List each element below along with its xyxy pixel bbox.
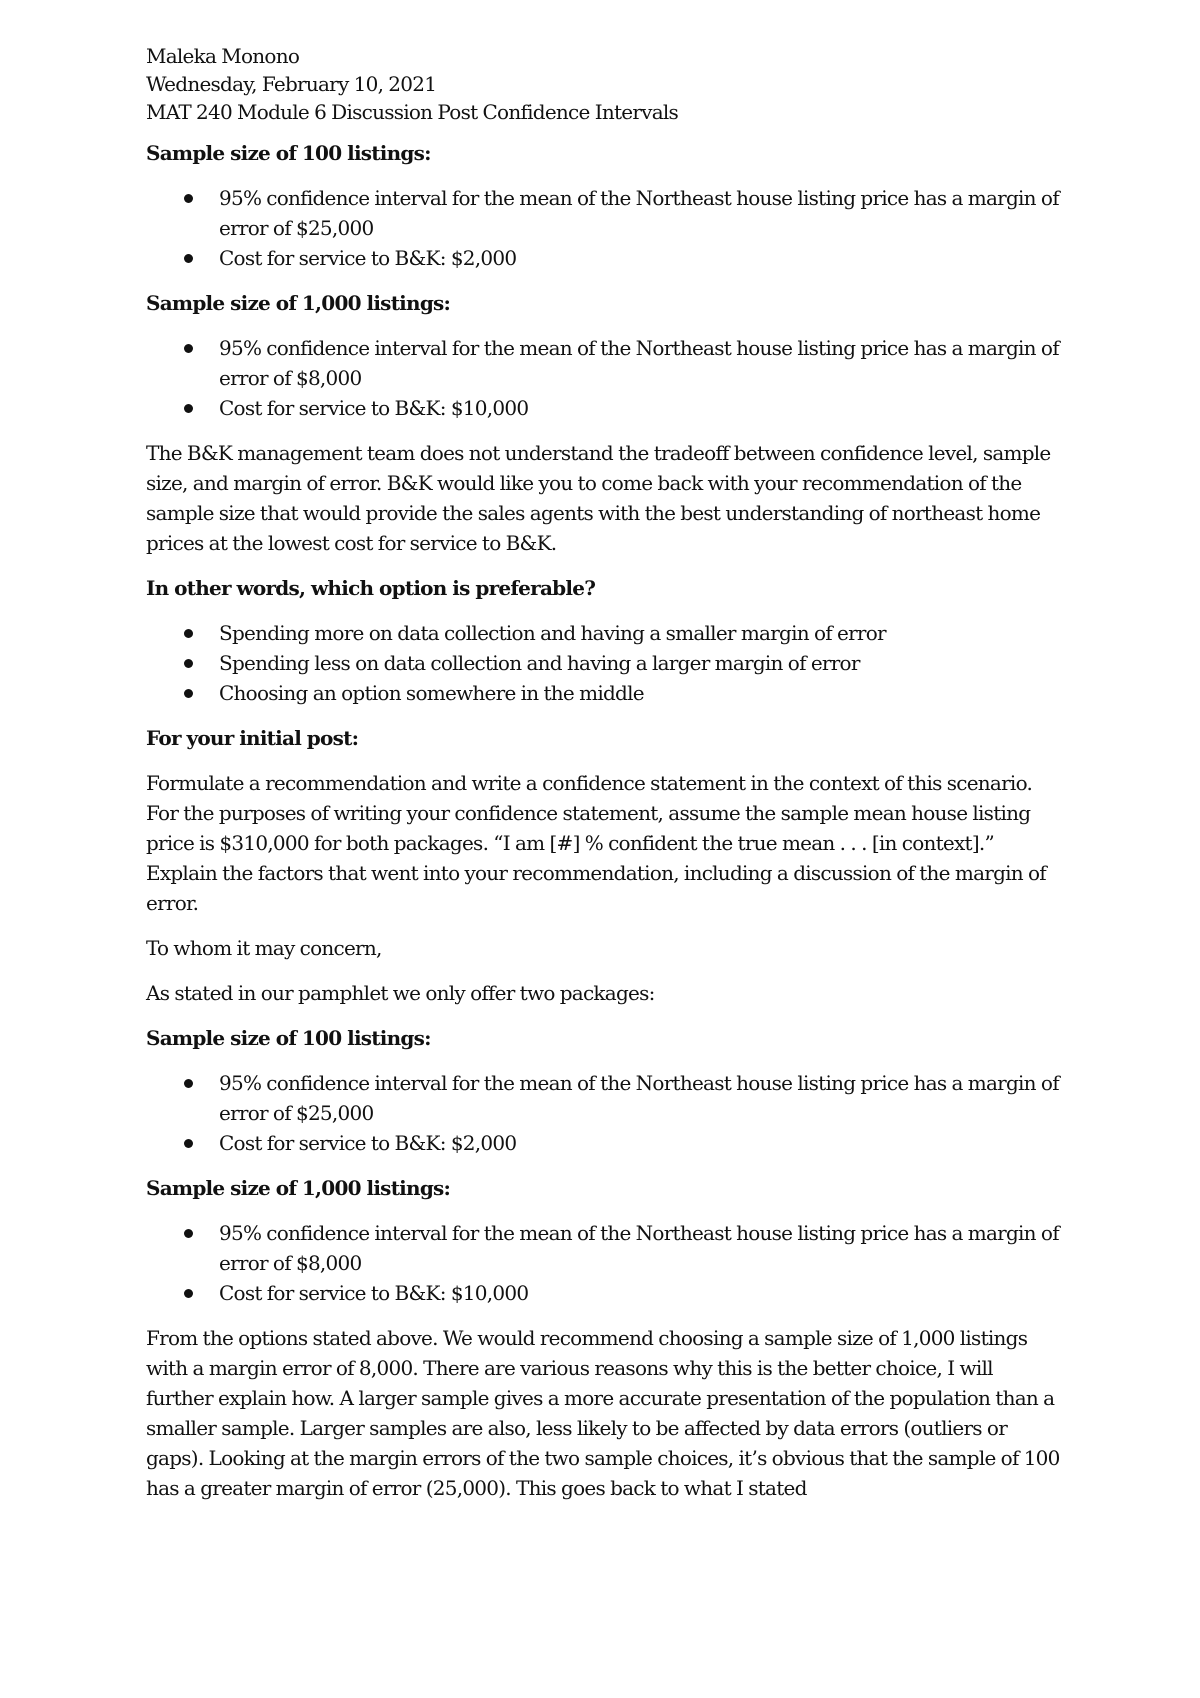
list-item — [146, 1218, 1064, 1278]
conclusion-paragraph: From the options stated above. We would recommend choosing a sample size of 1,000 listings with a margin error of 8,000. There are various reasons why this is the better choice, I will further explain how. A larger sample gives a more accurate presentation of the population than a smaller sample. Larger samples are also, less likely to be affected by data errors (outliers or gaps). Looking at the margin errors of the two sample choices, it’s obvious that the sample of 100 has a greater margin of error (25,000). This goes back to what I stated — [146, 1326, 1060, 1500]
initial-post-paragraph: Formulate a recommendation and write a confidence statement in the context of this scenario. For the purposes of writing your confidence statement, assume the sample mean house listing price is $310,000 for both packages. “I am [#] % confident the true mean . . . [in context].” Explain the factors that went into your recommendation, including a discussion of the margin of error. — [146, 771, 1046, 915]
tradeoff-paragraph: The B&K management team does not understand the tradeoff between confidence level, sample size, and margin of error. B&K would like you to come back with your recommendation of the sample size that would provide the sales agents with the best understanding of northeast home prices at the lowest cost for service to B&K. — [146, 441, 1051, 555]
list-item — [146, 678, 1064, 708]
bullet-icon — [184, 404, 193, 413]
bullet-icon — [184, 629, 193, 638]
document-header — [146, 42, 1064, 126]
section-heading-1000-listings-repeat: Sample size of 1,000 listings: — [146, 1176, 451, 1200]
bullet-icon — [184, 659, 193, 668]
bullet-list-1000-listings — [146, 333, 1064, 423]
bullet-icon — [184, 344, 193, 353]
list-item-text: Cost for service to B&K: $2,000 — [219, 1131, 517, 1155]
bullet-list-1000-listings-repeat — [146, 1218, 1064, 1308]
list-item — [146, 1278, 1064, 1308]
list-item — [146, 393, 1064, 423]
bullet-icon — [184, 689, 193, 698]
list-item-text: Cost for service to B&K: $2,000 — [219, 246, 517, 270]
bullet-icon — [184, 194, 193, 203]
list-item — [146, 618, 1064, 648]
author-name: Maleka Monono — [146, 44, 300, 68]
list-item — [146, 183, 1064, 243]
list-item-text: Choosing an option somewhere in the middle — [219, 681, 644, 705]
bullet-icon — [184, 1139, 193, 1148]
section-heading-100-listings-repeat: Sample size of 100 listings: — [146, 1026, 431, 1050]
bullet-icon — [184, 254, 193, 263]
greeting-line: To whom it may concern, — [146, 936, 382, 960]
bullet-list-100-listings — [146, 183, 1064, 273]
list-item — [146, 243, 1064, 273]
section-heading-1000-listings: Sample size of 1,000 listings: — [146, 291, 451, 315]
bullet-icon — [184, 1079, 193, 1088]
list-item — [146, 1128, 1064, 1158]
list-item-text: 95% confidence interval for the mean of the Northeast house listing price has a margin of error of $25,000 — [219, 1071, 1059, 1125]
section-heading-100-listings: Sample size of 100 listings: — [146, 141, 431, 165]
bullet-icon — [184, 1229, 193, 1238]
bullet-icon — [184, 1289, 193, 1298]
list-item-text: 95% confidence interval for the mean of the Northeast house listing price has a margin of error of $8,000 — [219, 336, 1059, 390]
bullet-list-100-listings-repeat — [146, 1068, 1064, 1158]
list-item-text: Cost for service to B&K: $10,000 — [219, 1281, 529, 1305]
document-body — [146, 42, 1064, 1518]
list-item-text: Spending more on data collection and having a smaller margin of error — [219, 621, 886, 645]
question-heading: In other words, which option is preferable? — [146, 576, 596, 600]
document-date: Wednesday, February 10, 2021 — [146, 72, 437, 96]
list-item-text: 95% confidence interval for the mean of the Northeast house listing price has a margin of error of $25,000 — [219, 186, 1059, 240]
initial-post-heading: For your initial post: — [146, 726, 359, 750]
options-list — [146, 618, 1064, 708]
intro-line: As stated in our pamphlet we only offer two packages: — [146, 981, 655, 1005]
list-item — [146, 648, 1064, 678]
list-item — [146, 1068, 1064, 1128]
list-item-text: Spending less on data collection and having a larger margin of error — [219, 651, 860, 675]
list-item — [146, 333, 1064, 393]
document-title: MAT 240 Module 6 Discussion Post Confidence Intervals — [146, 100, 679, 124]
list-item-text: 95% confidence interval for the mean of the Northeast house listing price has a margin of error of $8,000 — [219, 1221, 1059, 1275]
list-item-text: Cost for service to B&K: $10,000 — [219, 396, 529, 420]
